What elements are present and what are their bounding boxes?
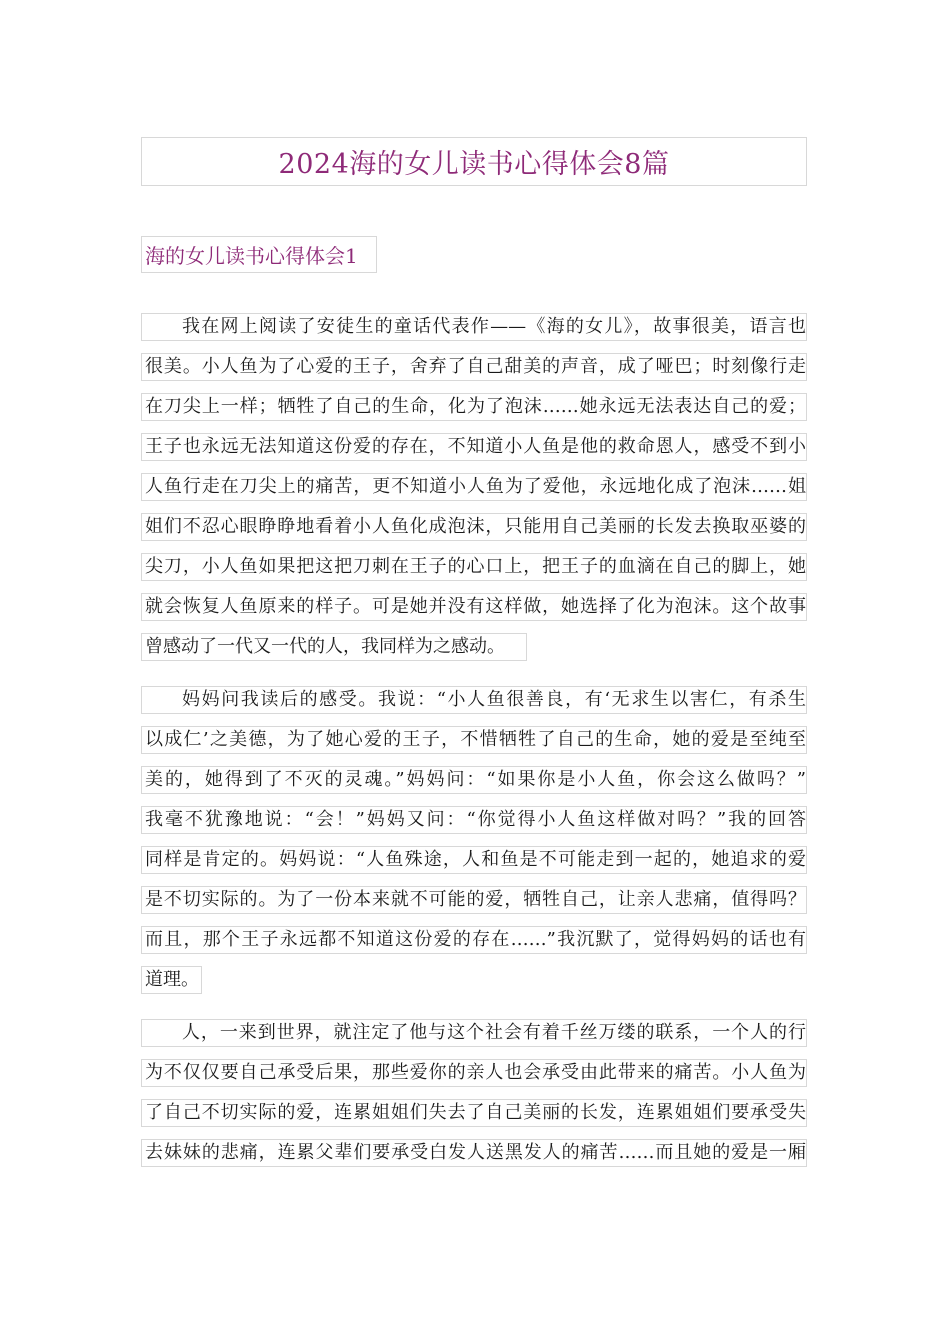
paragraph-1-line: 我在网上阅读了安徒生的童话代表作——《海的女儿》，故事很美，语言也: [141, 313, 807, 341]
paragraph-1-line: 尖刀，小人鱼如果把这把刀刺在王子的心口上，把王子的血滴在自己的脚上，她: [141, 553, 807, 581]
paragraph-2-line: 道理。: [141, 966, 202, 994]
paragraph-3-line: 去妹妹的悲痛，连累父辈们要承受白发人送黑发人的痛苦……而且她的爱是一厢: [141, 1139, 807, 1167]
paragraph-3-line: 了自己不切实际的爱，连累姐姐们失去了自己美丽的长发，连累姐姐们要承受失: [141, 1099, 807, 1127]
paragraph-3-line: 人，一来到世界，就注定了他与这个社会有着千丝万缕的联系，一个人的行: [141, 1019, 807, 1047]
paragraph-1-line: 很美。小人鱼为了心爱的王子，舍弃了自己甜美的声音，成了哑巴；时刻像行走: [141, 353, 807, 381]
section-heading: 海的女儿读书心得体会1: [145, 244, 358, 268]
paragraph-2-line: 是不切实际的。为了一份本来就不可能的爱，牺牲自己，让亲人悲痛，值得吗？: [141, 886, 807, 914]
paragraph-2-line: 妈妈问我读后的感受。我说：“小人鱼很善良，有‘无求生以害仁，有杀生: [141, 686, 807, 714]
section-heading-box: [141, 236, 377, 273]
paragraph-1-line: 姐们不忍心眼睁睁地看着小人鱼化成泡沫，只能用自己美丽的长发去换取巫婆的: [141, 513, 807, 541]
paragraph-2-line: 同样是肯定的。妈妈说：“人鱼殊途，人和鱼是不可能走到一起的，她追求的爱: [141, 846, 807, 874]
document-title: 2024海的女儿读书心得体会8篇: [278, 149, 670, 180]
paragraph-1-line: 就会恢复人鱼原来的样子。可是她并没有这样做，她选择了化为泡沫。这个故事: [141, 593, 807, 621]
document-title-box: [141, 137, 807, 186]
paragraph-3-line: 为不仅仅要自己承受后果，那些爱你的亲人也会承受由此带来的痛苦。小人鱼为: [141, 1059, 807, 1087]
paragraph-2-line: 我毫不犹豫地说：“会！”妈妈又问：“你觉得小人鱼这样做对吗？”我的回答: [141, 806, 807, 834]
paragraph-1-line: 人鱼行走在刀尖上的痛苦，更不知道小人鱼为了爱他，永远地化成了泡沫……姐: [141, 473, 807, 501]
paragraph-1-line: 王子也永远无法知道这份爱的存在，不知道小人鱼是他的救命恩人，感受不到小: [141, 433, 807, 461]
paragraph-2-line: 以成仁’之美德，为了她心爱的王子，不惜牺牲了自己的生命，她的爱是至纯至: [141, 726, 807, 754]
paragraph-1-line: 曾感动了一代又一代的人，我同样为之感动。: [141, 633, 527, 661]
paragraph-1-line: 在刀尖上一样；牺牲了自己的生命，化为了泡沫……她永远无法表达自己的爱；: [141, 393, 807, 421]
paragraph-2-line: 而且，那个王子永远都不知道这份爱的存在……”我沉默了，觉得妈妈的话也有: [141, 926, 807, 954]
paragraph-2-line: 美的，她得到了不灭的灵魂。”妈妈问：“如果你是小人鱼，你会这么做吗？”: [141, 766, 807, 794]
